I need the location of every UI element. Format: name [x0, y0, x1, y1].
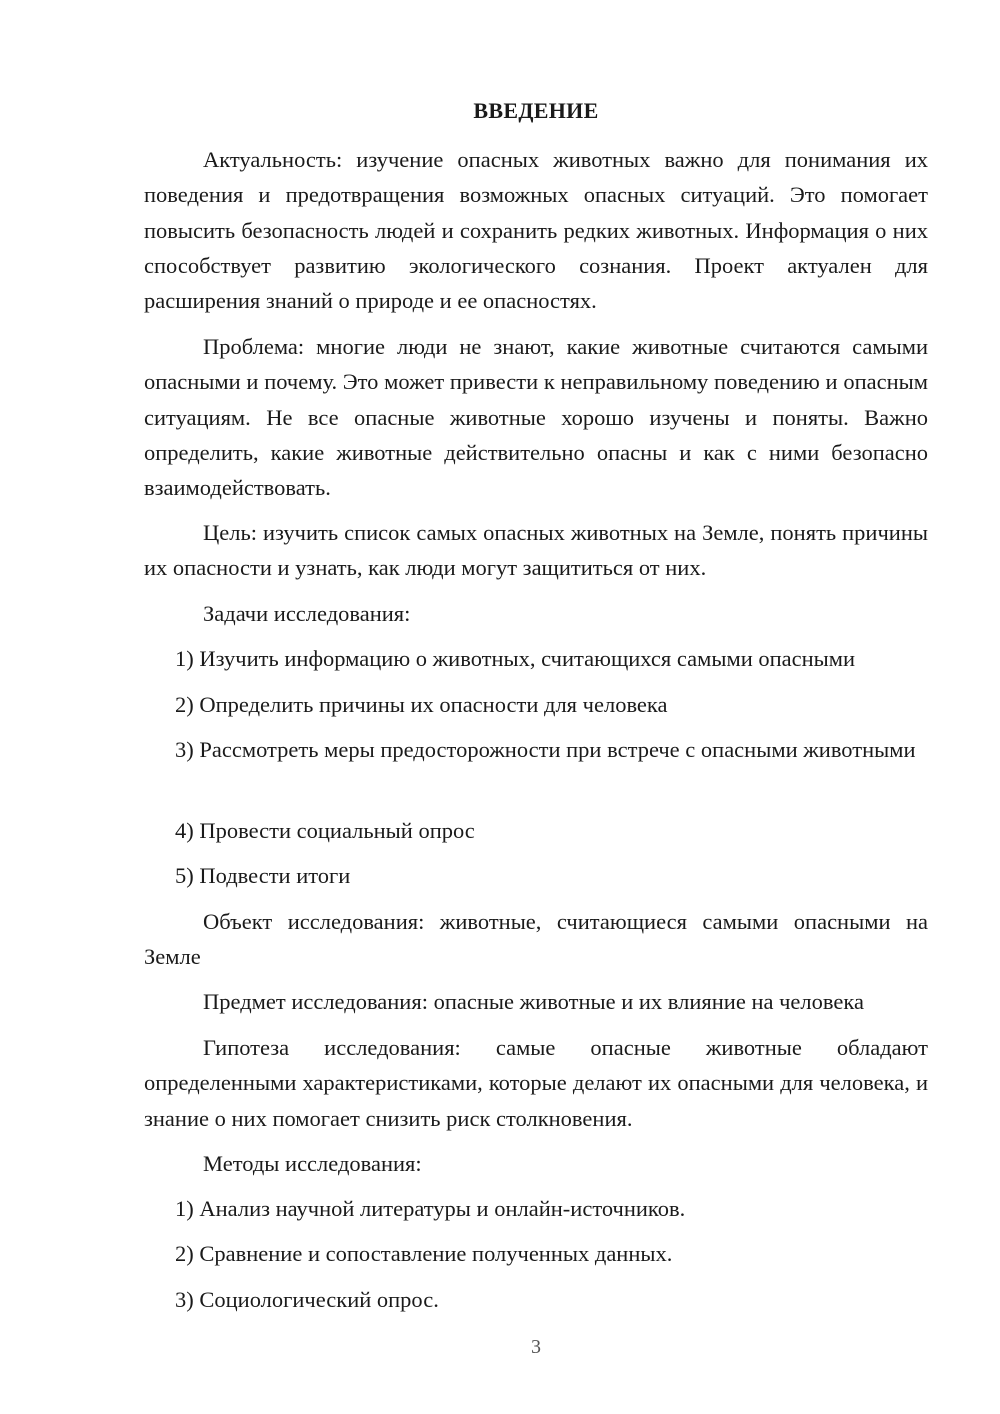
subject-paragraph: Предмет исследования: опасные животные и их влияние на человека — [203, 989, 864, 1014]
task-item: 1) Изучить информацию о животных, считающихся самыми опасными — [175, 646, 856, 671]
page-number: 3 — [531, 1336, 541, 1358]
methods-heading: Методы исследования: — [203, 1151, 422, 1176]
task-item: 5) Подвести итоги — [175, 863, 351, 888]
relevance-paragraph: Актуальность: изучение опасных животных важно для понимания их поведения и предотвращения возможных опасных ситуаций. Это помогает повысить безопасность людей и сохранить редких животных. Информация о них способствует развитию экологического сознания. Проект актуален для расширения знаний о природе и ее опасностях. — [144, 147, 928, 314]
method-item: 3) Социологический опрос. — [175, 1287, 439, 1312]
method-item: 2) Сравнение и сопоставление полученных данных. — [175, 1241, 673, 1266]
object-paragraph: Объект исследования: животные, считающиеся самыми опасными на Земле — [144, 909, 928, 970]
goal-paragraph: Цель: изучить список самых опасных животных на Земле, понять причины их опасности и узнать, как люди могут защититься от них. — [144, 520, 928, 581]
task-item: 3) Рассмотреть меры предосторожности при встрече с опасными животными — [175, 737, 916, 762]
tasks-heading: Задачи исследования: — [203, 601, 411, 626]
task-item: 2) Определить причины их опасности для человека — [175, 692, 668, 717]
page-title: ВВЕДЕНИЕ — [473, 98, 599, 123]
hypothesis-paragraph: Гипотеза исследования: самые опасные животные обладают определенными характеристиками, которые делают их опасными для человека, и знание о них помогает снизить риск столкновения. — [144, 1035, 928, 1131]
method-item: 1) Анализ научной литературы и онлайн-источников. — [175, 1196, 686, 1221]
task-item: 4) Провести социальный опрос — [175, 818, 475, 843]
problem-paragraph: Проблема: многие люди не знают, какие животные считаются самыми опасными и почему. Это может привести к неправильному поведению и опасным ситуациям. Не все опасные животные хорошо изучены и поняты. Важно определить, какие животные действительно опасны и как с ними безопасно взаимодействовать. — [144, 334, 928, 501]
